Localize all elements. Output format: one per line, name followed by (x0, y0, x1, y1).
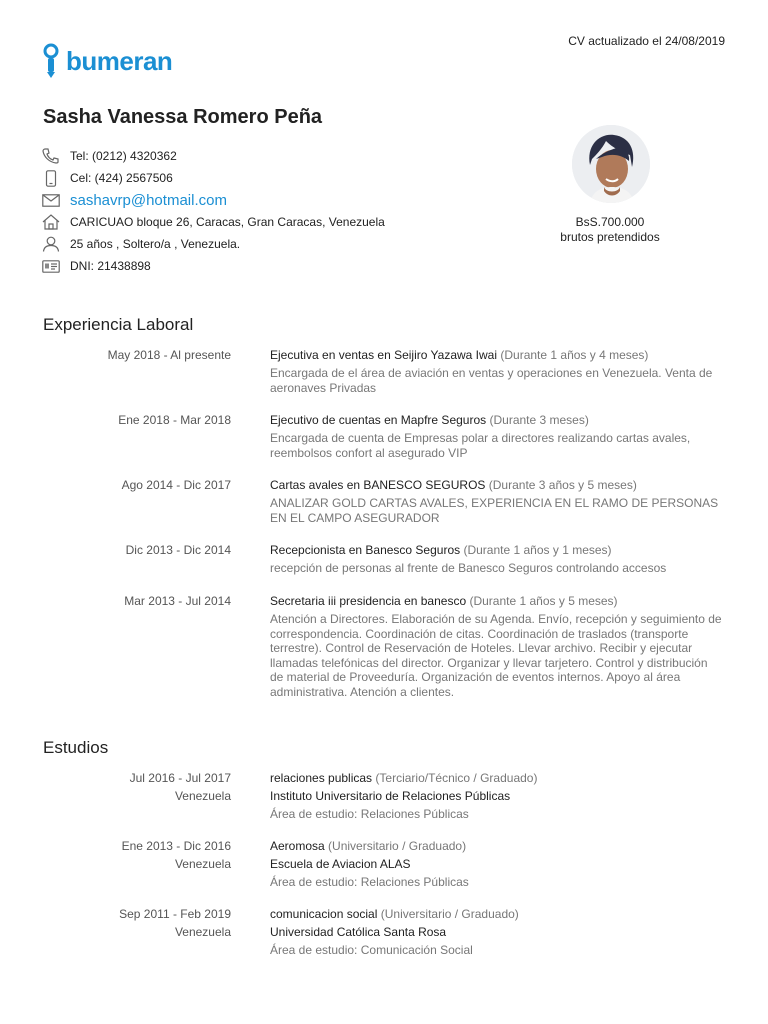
education-country: Venezuela (174, 789, 231, 803)
education-institution: Escuela de Aviacion ALAS (270, 857, 411, 871)
experience-role: Recepcionista en Banesco Seguros (270, 543, 461, 557)
experience-role: Ejecutivo de cuentas en Mapfre Seguros (270, 413, 487, 427)
envelope-icon (42, 191, 60, 209)
contact-tel (42, 145, 462, 167)
profile-photo-image (572, 125, 650, 203)
education-item (0, 905, 768, 973)
education-item (0, 837, 768, 905)
education-level: (Universitario / Graduado) (380, 907, 519, 921)
education-level: (Terciario/Técnico / Graduado) (375, 771, 538, 785)
education-dates: Sep 2011 - Feb 2019 (119, 907, 231, 921)
experience-item (0, 592, 768, 712)
salary-label: brutos pretendidos (560, 230, 660, 244)
education-institution: Universidad Católica Santa Rosa (270, 925, 447, 939)
experience-item (0, 476, 768, 541)
contact-dni (42, 255, 462, 277)
education-section-title: Estudios (43, 738, 109, 757)
experience-duration: (Durante 1 años y 4 meses) (500, 348, 649, 362)
id-card-icon (42, 257, 60, 275)
education-country: Venezuela (174, 857, 231, 871)
experience-role: Secretaria iii presidencia en banesco (270, 594, 467, 608)
phone-icon (42, 147, 60, 165)
contact-list (42, 145, 462, 277)
home-icon (42, 213, 60, 231)
education-level: (Universitario / Graduado) (328, 839, 467, 853)
experience-section-title: Experiencia Laboral (43, 315, 194, 334)
contact-dni-text: DNI: 21438898 (70, 259, 151, 273)
experience-description: Encargada de cuenta de Empresas polar a directores realizando cartas avales, reembolsos confort al asegurado VIP (270, 431, 691, 460)
experience-duration: (Durante 3 meses) (489, 413, 589, 427)
bumeran-logo-icon (42, 43, 64, 79)
education-area: Área de estudio: Relaciones Públicas (270, 807, 469, 821)
experience-description: recepción de personas al frente de Banesco Seguros controlando accesos (270, 561, 667, 575)
experience-duration: (Durante 1 años y 5 meses) (469, 594, 618, 608)
experience-item (0, 411, 768, 476)
experience-description: Encargada de el área de aviación en ventas y operaciones en Venezuela. Venta de aeronaves Privadas (270, 366, 713, 395)
experience-duration: (Durante 1 años y 1 meses) (463, 543, 612, 557)
experience-item (0, 346, 768, 411)
education-degree: comunicacion social (270, 907, 378, 921)
experience-dates: Mar 2013 - Jul 2014 (124, 594, 231, 608)
experience-description: Atención a Directores. Elaboración de su Agenda. Envío, recepción y seguimiento de correspondencia. Coordinación de citas. Coordinación de traslados (transporte terrestre). Control de Reservación de Hoteles. Llevar archivo. Recibir y ejecutar llamadas telefónicas del director. Organizar y llevar tarjetero. Control y distribución de material de Proveeduría. Organización de eventos internos. Apoyo al área administrativa. Atención a clientes. (270, 612, 722, 699)
education-dates: Jul 2016 - Jul 2017 (129, 771, 231, 785)
salary-expectation (540, 215, 680, 245)
mobile-phone-icon (42, 169, 60, 187)
experience-role: Cartas avales en BANESCO SEGUROS (270, 478, 486, 492)
contact-personal (42, 233, 462, 255)
contact-address (42, 211, 462, 233)
contact-cel-text: Cel: (424) 2567506 (70, 171, 173, 185)
education-area: Área de estudio: Relaciones Públicas (270, 875, 469, 889)
experience-list (0, 346, 768, 712)
experience-dates: Ene 2018 - Mar 2018 (118, 413, 231, 427)
experience-dates: Ago 2014 - Dic 2017 (121, 478, 231, 492)
education-list (0, 769, 768, 973)
contact-email-link[interactable]: sashavrp@hotmail.com (70, 191, 227, 209)
experience-dates: Dic 2013 - Dic 2014 (125, 543, 231, 557)
bumeran-logo[interactable] (42, 43, 172, 79)
education-degree: Aeromosa (270, 839, 325, 853)
profile-photo (572, 125, 650, 203)
contact-email[interactable] (42, 189, 462, 211)
bumeran-logo-text: bumeran (66, 46, 173, 76)
candidate-name: Sasha Vanessa Romero Peña (43, 106, 323, 128)
experience-dates: May 2018 - Al presente (107, 348, 231, 362)
contact-tel-text: Tel: (0212) 4320362 (70, 149, 177, 163)
contact-cel (42, 167, 462, 189)
education-item (0, 769, 768, 837)
education-country: Venezuela (174, 925, 231, 939)
salary-amount: BsS.700.000 (575, 215, 645, 229)
education-dates: Ene 2013 - Dic 2016 (121, 839, 231, 853)
experience-item (0, 541, 768, 592)
education-degree: relaciones publicas (270, 771, 373, 785)
contact-address-text: CARICUAO bloque 26, Caracas, Gran Caracas, Venezuela (70, 215, 385, 229)
cv-updated-date: CV actualizado el 24/08/2019 (568, 34, 725, 48)
person-icon (42, 235, 60, 253)
experience-role: Ejecutiva en ventas en Seijiro Yazawa Iwai (270, 348, 498, 362)
education-institution: Instituto Universitario de Relaciones Públicas (270, 789, 511, 803)
experience-duration: (Durante 3 años y 5 meses) (488, 478, 637, 492)
education-area: Área de estudio: Comunicación Social (270, 943, 473, 957)
contact-personal-text: 25 años , Soltero/a , Venezuela. (70, 237, 241, 251)
experience-description: ANALIZAR GOLD CARTAS AVALES, EXPERIENCIA EN EL RAMO DE PERSONAS EN EL CAMPO ASEGURADOR (270, 496, 719, 525)
